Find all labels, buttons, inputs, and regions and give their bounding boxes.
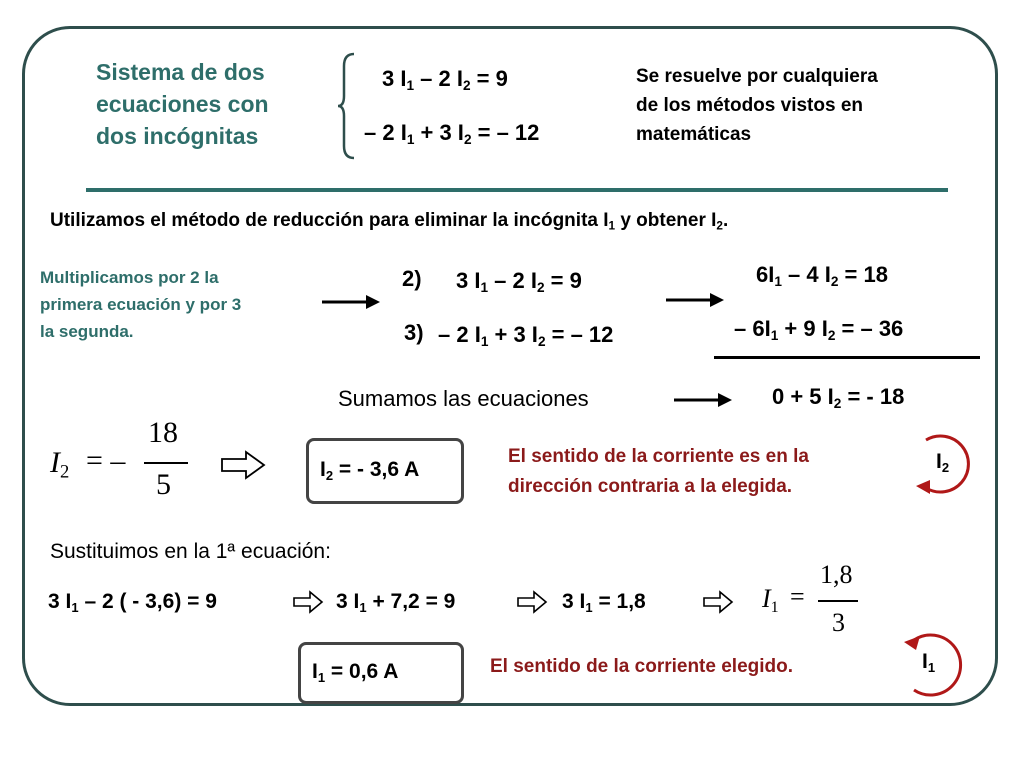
i1-direction-note: El sentido de la corriente elegido. bbox=[490, 656, 794, 677]
arrow-right-icon bbox=[666, 290, 726, 310]
equation-label-2: 2) bbox=[402, 266, 422, 291]
system-equation-1: 3 $I_1 - 2$ $I_2 = 9$ bbox=[382, 66, 508, 94]
scaled-equation-2: – $6I_1 + 9$ $I_2$ = – 36 bbox=[734, 316, 904, 344]
i2-result: $I_2$ = - 3,6 A bbox=[320, 458, 420, 483]
hollow-arrow-icon bbox=[516, 590, 548, 614]
system-equation-2: – 2 $I_1 + 3$ $I_2$ = – 12 bbox=[364, 120, 540, 148]
i2-formula: $I_2$ = – 18 5 bbox=[48, 418, 198, 508]
substitute-label: Sustituimos en la 1ª ecuación: bbox=[50, 540, 331, 563]
brace-icon bbox=[336, 52, 358, 160]
method-note: Se resuelve por cualquiera de los métodos vistos en matemáticas bbox=[636, 66, 878, 145]
i1-formula: $I_1$ = 1,8 3 bbox=[760, 560, 870, 644]
i1-loop-label: $I_1$ bbox=[922, 650, 936, 675]
arrow-right-icon bbox=[322, 292, 382, 312]
method-statement: Utilizamos el método de reducción para eliminar la incógnita $I_1$ y obtener $I_2$. bbox=[50, 210, 729, 233]
hollow-arrow-icon bbox=[292, 590, 324, 614]
labeled-equation-3: – 2 $I_1 + 3$ $I_2$ = – 12 bbox=[438, 322, 614, 350]
arrow-right-icon bbox=[674, 390, 734, 410]
i2-direction-note: El sentido de la corriente es en la dirección contraria a la elegida. bbox=[508, 446, 809, 497]
equation-label-3: 3) bbox=[404, 320, 424, 345]
section-divider bbox=[86, 188, 948, 192]
hollow-arrow-icon bbox=[702, 590, 734, 614]
substitution-step-2: 3 $I_1 + 7,2 = 9$ bbox=[336, 590, 456, 615]
i2-loop-label: $I_2$ bbox=[936, 450, 950, 475]
sum-label: Sumamos las ecuaciones bbox=[338, 386, 589, 411]
scaled-equation-1: $6I_1 - 4$ $I_2 = 18$ bbox=[756, 262, 888, 290]
system-title: Sistema de dos ecuaciones con dos incógnitas bbox=[96, 59, 269, 149]
substitution-step-3: 3 $I_1 = 1,8$ bbox=[562, 590, 646, 615]
sum-rule bbox=[714, 356, 980, 359]
labeled-equation-2: 3 $I_1 - 2$ $I_2 = 9$ bbox=[456, 268, 582, 296]
multiply-note: Multiplicamos por 2 la primera ecuación y por 3 la segunda. bbox=[40, 268, 242, 341]
hollow-arrow-icon bbox=[220, 450, 266, 480]
i1-result: $I_1 = 0,6$ A bbox=[312, 660, 399, 685]
substitution-step-1: 3 $I_1 - 2$ ( - 3,6) = 9 bbox=[48, 590, 217, 615]
sum-result: 0 + 5 $I_2$ = - 18 bbox=[772, 384, 905, 412]
